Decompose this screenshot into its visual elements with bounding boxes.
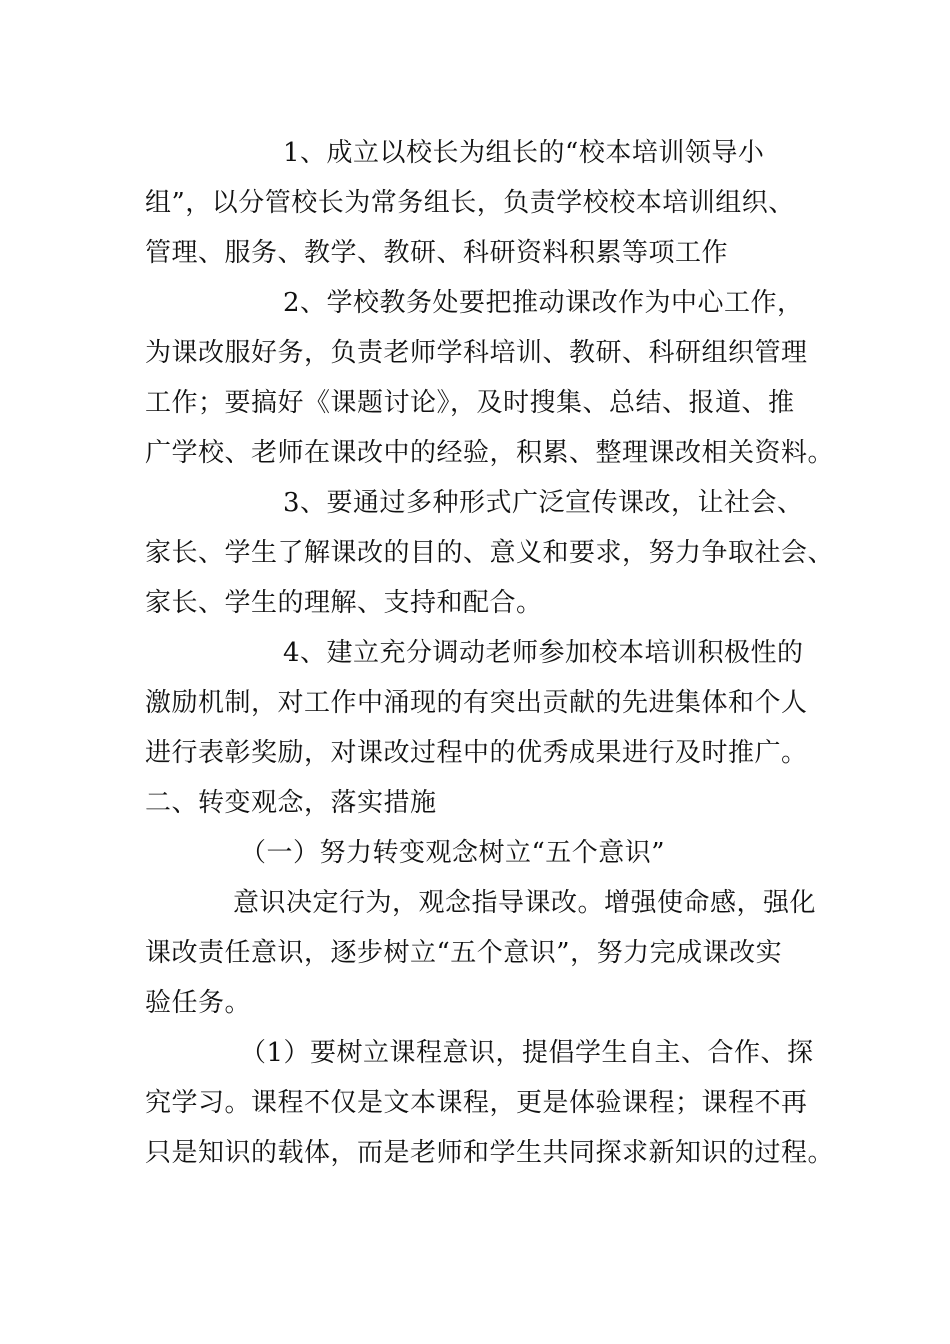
text-line: 验任务。 [145, 988, 252, 1018]
text-line: 究学习。课程不仅是文本课程，更是体验课程；课程不再 [145, 1088, 808, 1118]
text-line: 进行表彰奖励，对课改过程中的优秀成果进行及时推广。 [145, 738, 808, 768]
text-line: （1）要树立课程意识，提倡学生自主、合作、探 [240, 1038, 814, 1068]
text-line: 工作；要搞好《课题讨论》，及时搜集、总结、报道、推 [145, 388, 795, 418]
text-line: 家长、学生的理解、支持和配合。 [145, 588, 543, 618]
text-line: 2、学校教务处要把推动课改作为中心工作， [283, 288, 804, 318]
text-line: 组”，以分管校长为常务组长，负责学校校本培训组织、 [145, 188, 795, 218]
text-line: 4、建立充分调动老师参加校本培训积极性的 [283, 638, 804, 668]
text-line: 只是知识的载体，而是老师和学生共同探求新知识的过程。 [145, 1138, 835, 1168]
subsection-heading: （一）努力转变观念树立“五个意识” [240, 838, 666, 868]
text-line: 1、成立以校长为组长的“校本培训领导小 [283, 138, 765, 168]
section-heading: 二、转变观念，落实措施 [145, 788, 437, 818]
text-line: 激励机制，对工作中涌现的有突出贡献的先进集体和个人 [145, 688, 808, 718]
text-line: 课改责任意识，逐步树立“五个意识”，努力完成课改实 [145, 938, 783, 968]
text-line: 为课改服好务，负责老师学科培训、教研、科研组织管理 [145, 338, 808, 368]
text-line: 管理、服务、教学、教研、科研资料积累等项工作 [145, 238, 729, 268]
text-line: 广学校、老师在课改中的经验，积累、整理课改相关资料。 [145, 438, 835, 468]
text-line: 意识决定行为，观念指导课改。增强使命感，强化 [233, 888, 817, 918]
text-line: 家长、学生了解课改的目的、意义和要求，努力争取社会、 [145, 538, 835, 568]
text-line: 3、要通过多种形式广泛宣传课改，让社会、 [283, 488, 804, 518]
